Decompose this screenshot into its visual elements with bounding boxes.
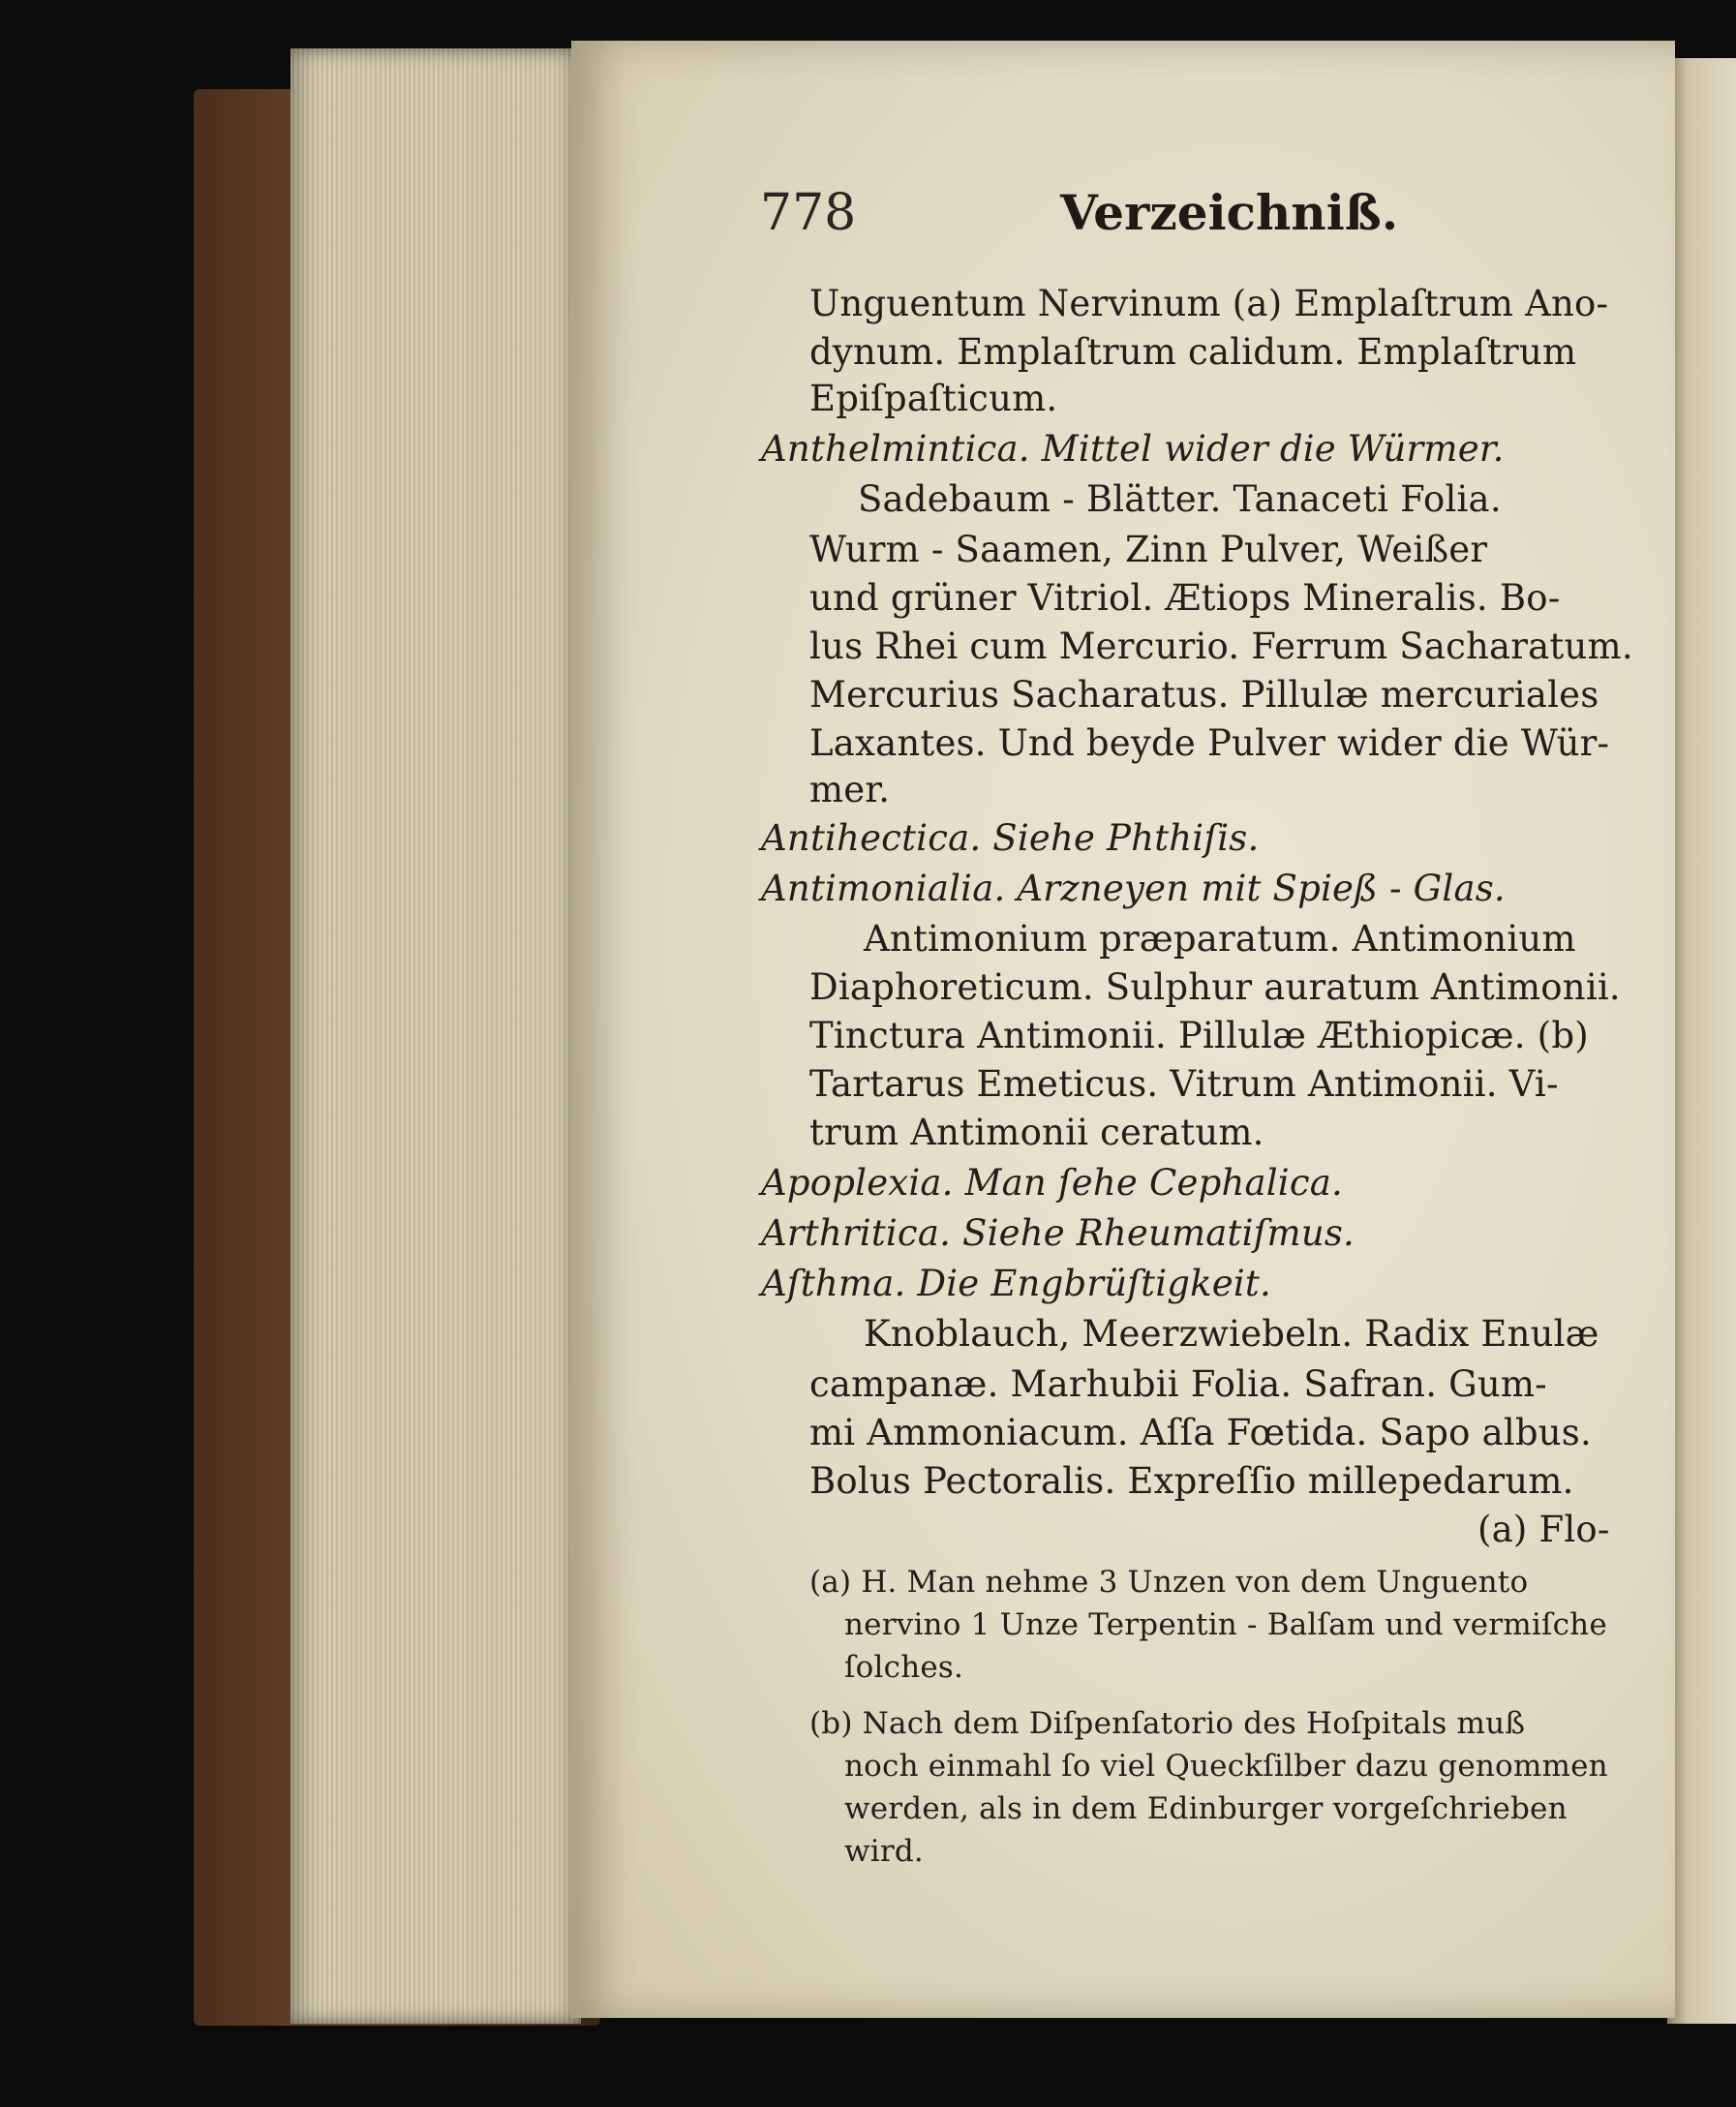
page-number: 778: [760, 184, 857, 242]
text-line: Sadebaum - Blätter. Tanaceti Folia.: [858, 478, 1502, 520]
text-line: mi Ammoniacum. Aſſa Fœtida. Sapo albus.: [809, 1412, 1592, 1453]
text-line: Diaphoreticum. Sulphur auratum Antimonii.: [809, 966, 1621, 1008]
text-line: Wurm - Saamen, Zinn Pulver, Weißer: [809, 529, 1488, 570]
entry-lemma-line: Antimonialia. Arzneyen mit Spieß - Glas.: [761, 868, 1506, 909]
entry-lemma-line: Antihectica. Siehe Phthiſis.: [761, 817, 1260, 859]
entry-lemma-line: Apoplexia. Man ſehe Cephalica.: [761, 1162, 1343, 1204]
text-line: lus Rhei cum Mercurio. Ferrum Sacharatum.: [809, 626, 1633, 667]
text-line: mer.: [809, 769, 891, 810]
text-line: Unguentum Nervinum (a) Emplaſtrum Ano-: [809, 283, 1609, 324]
page-header: [760, 184, 1399, 261]
text-line: Antimonium præparatum. Antimonium: [864, 918, 1576, 960]
footnote-line: werden, als in dem Edinburger vorgeſchrieben: [844, 1791, 1568, 1826]
text-line: trum Antimonii ceratum.: [809, 1112, 1264, 1153]
text-line: Bolus Pectoralis. Expreſſio millepedarum.: [809, 1460, 1574, 1502]
entry-lemma-line: Arthritica. Siehe Rheumatiſmus.: [761, 1212, 1355, 1254]
entry-lemma-line: Anthelmintica. Mittel wider die Würmer.: [761, 428, 1505, 470]
footnote-line: nervino 1 Unze Terpentin - Balſam und vermiſche: [844, 1607, 1607, 1642]
footnote-line: wird.: [844, 1834, 924, 1869]
facing-page-edge: [1667, 58, 1736, 2024]
text-line: dynum. Emplaſtrum calidum. Emplaſtrum: [809, 331, 1577, 373]
text-line: und grüner Vitriol. Ætiops Mineralis. Bo-: [809, 577, 1561, 619]
footnote-line: noch einmahl ſo viel Queckſilber dazu genommen: [844, 1749, 1608, 1784]
text-line: Epiſpaſticum.: [809, 378, 1058, 419]
text-line: Laxantes. Und beyde Pulver wider die Wür-: [809, 722, 1610, 764]
text-line: Tartarus Emeticus. Vitrum Antimonii. Vi-: [809, 1063, 1559, 1105]
text-line: Tinctura Antimonii. Pillulæ Æthiopicæ. (b): [809, 1015, 1589, 1056]
footnote-line: (b) Nach dem Diſpenſatorio des Hoſpitals muß: [809, 1706, 1526, 1741]
footnote-line: (a) H. Man nehme 3 Unzen von dem Unguento: [809, 1565, 1529, 1600]
catchword: (a) Flo-: [1477, 1509, 1610, 1550]
text-line: Knoblauch, Meerzwiebeln. Radix Enulæ: [864, 1313, 1599, 1355]
entry-lemma-line: Aſthma. Die Engbrüſtigkeit.: [761, 1263, 1271, 1304]
text-line: Mercurius Sacharatus. Pillulæ mercuriales: [809, 674, 1599, 716]
running-title: Verzeichniß.: [1060, 184, 1399, 241]
page-edges: [290, 48, 581, 2024]
text-line: campanæ. Marhubii Folia. Safran. Gum-: [809, 1363, 1547, 1405]
footnote-line: ſolches.: [844, 1650, 964, 1685]
